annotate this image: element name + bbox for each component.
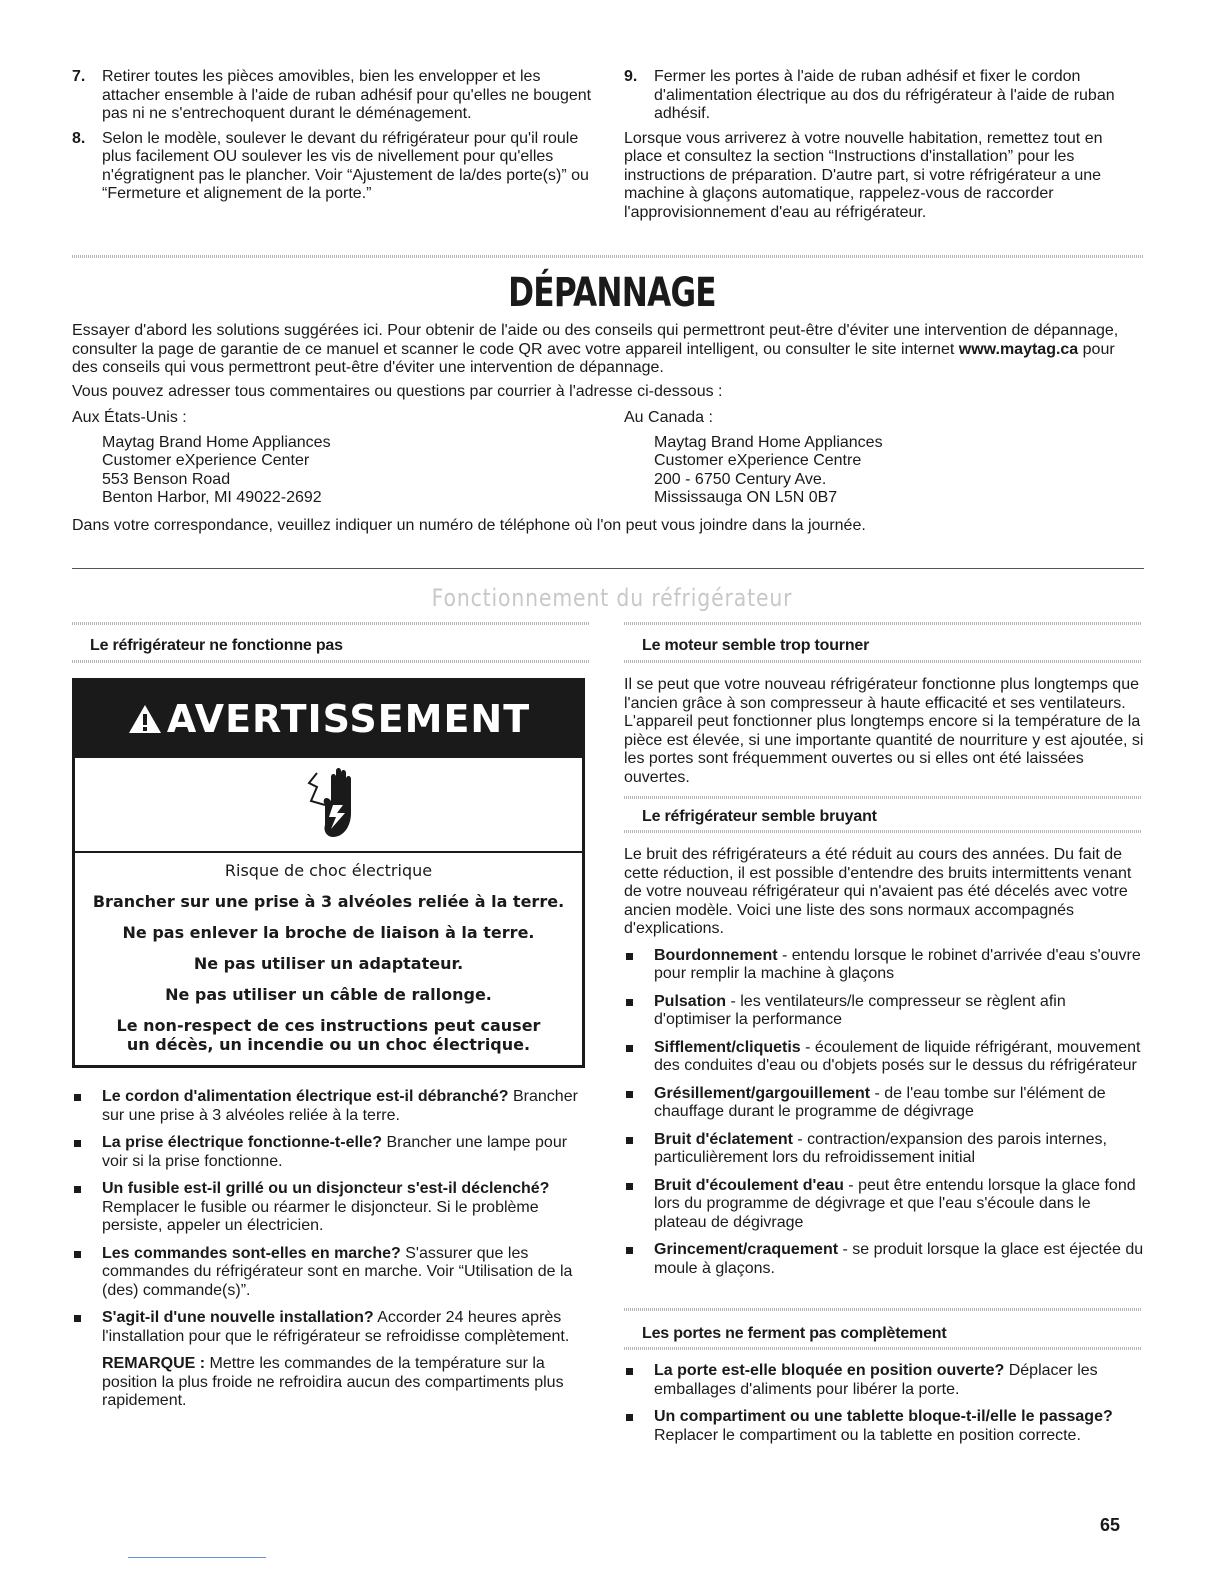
electric-shock-hand-icon [303, 765, 367, 845]
divider [624, 622, 1142, 625]
us-address [102, 434, 592, 508]
address-line: 200 - 6750 Century Ave. [654, 470, 827, 488]
list-item: Les commandes sont-elles en marche? S'assurer que les commandes du réfrigérateur sont en marche. Voir “Utilisation de la (des) commande(s)”. [72, 1245, 592, 1301]
help-section [72, 322, 1144, 401]
heading-doors: Les portes ne ferment pas complètement [642, 1325, 947, 1342]
heading-noisy: Le réfrigérateur semble bruyant [642, 808, 877, 825]
divider [624, 660, 1142, 663]
help-paragraph: Essayer d'abord les solutions suggérées ici. Pour obtenir de l'aide ou des conseils qui permettront peut-être d'éviter une intervention de dépannage, consulter la page de garantie de ce manuel et scanner le code QR avec votre appareil intelligent, ou consulter le site internet www.maytag.ca pour des conseils qui vous permettront peut-être d'éviter une intervention de dépannage. [72, 322, 1119, 376]
list-item: Bruit d'écoulement d'eau - peut être entendu lorsque la glace fond lors du programme de dégivrage et que l'eau s'écoule dans le plateau de dégivrage [624, 1177, 1144, 1233]
us-address-block [72, 409, 592, 508]
section-divider [72, 568, 1144, 569]
address-line: 553 Benson Road [102, 470, 231, 488]
warning-text [75, 861, 582, 1054]
address-line: Customer eXperience Center [102, 452, 310, 469]
address-line: Benton Harbor, MI 49022-2692 [102, 489, 322, 506]
address-line: Maytag Brand Home Appliances [654, 433, 883, 451]
step-text: Fermer les portes à l'aide de ruban adhésif et fixer le cordon d'alimentation électrique au dos du réfrigérateur à l'aide de ruban adhésif. [654, 68, 1115, 122]
canada-address-block [624, 409, 1144, 508]
heading-not-running: Le réfrigérateur ne fonctionne pas [90, 637, 343, 654]
footer-line [128, 1557, 266, 1558]
doors-list [624, 1362, 1144, 1454]
intro-paragraph: Lorsque vous arriverez à votre nouvelle habitation, remettez tout en place et consultez la section “Instructions d'installation” pour les instructions de préparation. D'autre part, si votre réfrigérateur a une machine à glaçons automatique, rappelez-vous de raccorder l'approvisionnement d'eau au réfrigérateur. [624, 129, 1103, 221]
warning-line: Ne pas utiliser un adaptateur. [193, 954, 464, 973]
step-8 [72, 130, 592, 204]
list-item: Bruit d'éclatement - contraction/expansion des parois internes, particulièrement lors du refroidissement initial [624, 1131, 1144, 1168]
mail-paragraph: Vous pouvez adresser tous commentaires ou questions par courrier à l'adresse ci-dessous : [72, 382, 723, 400]
warning-header [75, 681, 582, 758]
warning-consequence: Le non-respect de ces instructions peut causer [116, 1016, 541, 1035]
address-line: Customer eXperience Centre [654, 452, 862, 469]
list-item: Grincement/craquement - se produit lorsque la glace est éjectée du moule à glaçons. [624, 1241, 1144, 1278]
warning-line: Ne pas enlever la broche de liaison à la terre. [122, 923, 535, 942]
step-number: 9. [624, 68, 638, 85]
section-title: Fonctionnement du réfrigérateur [431, 584, 793, 612]
list-item: Grésillement/gargouillement - de l'eau tombe sur l'élément de chauffage durant le programme de dégivrage [624, 1085, 1144, 1122]
noisy-section [624, 846, 1144, 1287]
list-item: La prise électrique fonctionne-t-elle? Brancher une lampe pour voir si la prise fonctionne. [72, 1134, 592, 1171]
list-item: Pulsation - les ventilateurs/le compresseur se règlent afin d'optimiser la performance [624, 993, 1144, 1030]
website-link[interactable]: www.maytag.ca [958, 340, 1079, 358]
list-item: Bourdonnement - entendu lorsque le robinet d'arrivée d'eau s'ouvre pour remplir la machine à glaçons [624, 947, 1144, 984]
step-7 [72, 68, 592, 124]
list-item: La porte est-elle bloquée en position ouverte? Déplacer les emballages d'aliments pour libérer la porte. [624, 1362, 1144, 1399]
noisy-text: Le bruit des réfrigérateurs a été réduit au cours des années. Du fait de cette réduction, il est possible d'entendre des bruits intermittents venant de votre nouveau réfrigérateur qui n'avaient pas été décelés avec votre ancien modèle. Voici une liste des sons normaux accompagnés d'explications. [624, 846, 1132, 937]
divider [72, 622, 590, 625]
phone-note: Dans votre correspondance, veuillez indiquer un numéro de téléphone où l'on peut vous joindre dans la journée. [72, 517, 866, 534]
divider [72, 255, 1144, 258]
divider [624, 796, 1142, 799]
warning-divider [75, 851, 582, 853]
divider [624, 1308, 1142, 1311]
heading-motor: Le moteur semble trop tourner [642, 637, 870, 654]
address-line: Maytag Brand Home Appliances [102, 433, 331, 451]
list-item: Le cordon d'alimentation électrique est-il débranché? Brancher sur une prise à 3 alvéoles reliée à la terre. [72, 1088, 592, 1125]
not-running-list [72, 1088, 592, 1411]
page-number: 65 [1100, 1515, 1121, 1535]
list-item: Sifflement/cliquetis - écoulement de liquide réfrigérant, mouvement des conduites d'eau ou d'objets posés sur le dessus du réfrigérateur [624, 1039, 1144, 1076]
step-number: 7. [72, 68, 86, 85]
warning-consequence: un décès, un incendie ou un choc électrique. [126, 1035, 531, 1054]
address-line: Mississauga ON L5N 0B7 [654, 489, 838, 506]
list-item: S'agit-il d'une nouvelle installation? Accorder 24 heures après l'installation pour que le réfrigérateur se refroidisse complètement. [72, 1309, 592, 1346]
us-label: Aux États-Unis : [72, 409, 187, 426]
warning-line: Brancher sur une prise à 3 alvéoles reliée à la terre. [92, 892, 565, 911]
warning-title: AVERTISSEMENT [166, 697, 531, 741]
divider [624, 1347, 1142, 1350]
canada-address [654, 434, 1144, 508]
intro-left-column [72, 68, 592, 210]
divider [624, 830, 1142, 833]
page-title: DÉPANNAGE [508, 270, 716, 316]
motor-text: Il se peut que votre nouveau réfrigérateur fonctionne plus longtemps que l'ancien grâce à son compresseur à haute efficacité et ses ventilateurs. L'appareil peut fonctionner plus longtemps encore si la température de la pièce est élevée, si une importante quantité de nourriture y est ajoutée, si les portes sont fréquemment ouvertes ou si elles ont été laissées ouvertes. [624, 676, 1144, 786]
step-text: Retirer toutes les pièces amovibles, bien les envelopper et les attacher ensemble à l'aide de ruban adhésif pour qu'elles ne bougent pas ni ne s'entrechoquent durant le déménagement. [102, 68, 592, 122]
warning-box [72, 678, 585, 1068]
warning-risk: Risque de choc électrique [224, 861, 433, 880]
canada-label: Au Canada : [624, 409, 713, 426]
step-text: Selon le modèle, soulever le devant du réfrigérateur pour qu'il roule plus facilement OU soulever les vis de nivellement pour qu'elles n'égratignent pas le plancher. Voir “Ajustement de la/des porte(s)” ou “Fermeture et alignement de la porte.” [102, 129, 589, 202]
note: REMARQUE : Mettre les commandes de la température sur la position la plus froide ne refroidira aucun des compartiments plus rapidement. [102, 1355, 564, 1409]
list-item: Un fusible est-il grillé ou un disjoncteur s'est-il déclenché? Remplacer le fusible ou réarmer le disjoncteur. Si le problème persiste, appeler un électricien. [72, 1180, 592, 1236]
intro-right-column [624, 68, 1144, 222]
warning-line: Ne pas utiliser un câble de rallonge. [165, 985, 492, 1004]
divider [72, 660, 590, 663]
step-9 [624, 68, 1144, 124]
warning-triangle-icon [127, 703, 163, 735]
list-item: Un compartiment ou une tablette bloque-t-il/elle le passage? Replacer le compartiment ou la tablette en position correcte. [624, 1408, 1144, 1445]
step-number: 8. [72, 129, 86, 147]
